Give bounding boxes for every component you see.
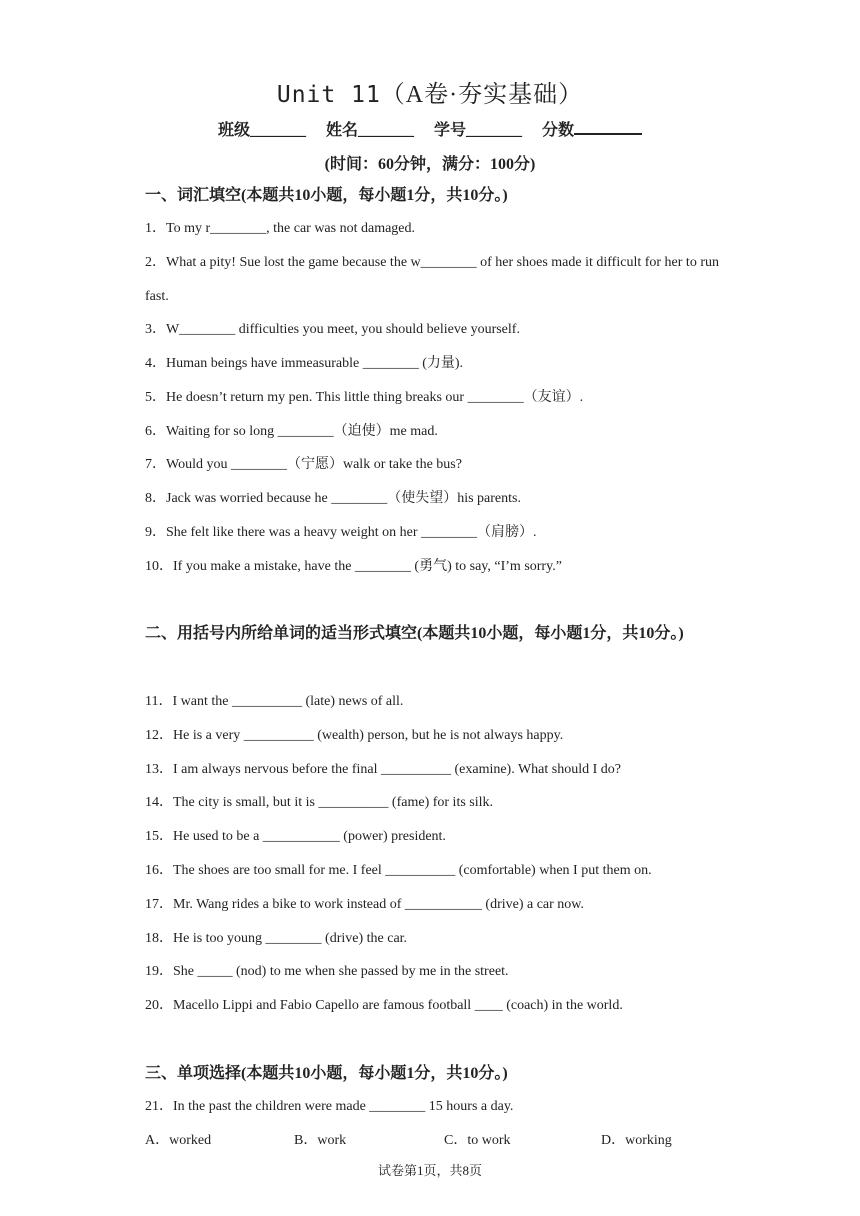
question-12: 12．He is a very __________ (wealth) person, but he is not always happy.	[145, 728, 564, 743]
choice-a: A．worked	[145, 1133, 212, 1148]
question-3: 3．W________ difficulties you meet, you should believe yourself.	[145, 322, 520, 337]
time-note: (时间：60分钟，满分：100分)	[324, 156, 536, 173]
class-field: 班级_______	[217, 122, 306, 139]
section2-heading: 二、用括号内所给单词的适当形式填空(本题共10小题，每小题1分，共10分。)	[145, 625, 684, 642]
student-number-field: 学号_______	[434, 122, 523, 139]
section3-heading: 三、单项选择(本题共10小题，每小题1分，共10分。)	[145, 1065, 508, 1082]
section1-heading: 一、词汇填空(本题共10小题，每小题1分，共10分。)	[145, 187, 508, 204]
question-16: 16．The shoes are too small for me. I feel __________ (comfortable) when I put them on.	[145, 863, 652, 878]
question-11: 11．I want the __________ (late) news of all.	[145, 694, 404, 709]
question-4: 4．Human beings have immeasurable ________ (力量).	[145, 356, 464, 371]
question-7: 7．Would you ________（宁愿）walk or take the bus?	[145, 457, 462, 472]
question-6: 6．Waiting for so long ________（迫使）me mad.	[145, 424, 438, 439]
question-2: 2．What a pity! Sue lost the game because the w________ of her shoes made it difficult for her to run fast.	[145, 255, 719, 304]
choice-d: D．working	[601, 1133, 672, 1148]
question-1: 1．To my r________, the car was not damaged.	[145, 221, 416, 236]
choice-b: B．work	[294, 1133, 347, 1148]
name-field: 姓名_______	[325, 122, 414, 139]
student-info-line	[0, 117, 860, 140]
question-8: 8．Jack was worried because he ________（使失望）his parents.	[145, 491, 521, 506]
question-9: 9．She felt like there was a heavy weight on her ________（肩膀）.	[145, 525, 537, 540]
question-10: 10．If you make a mistake, have the ________ (勇气) to say, “I’m sorry.”	[145, 559, 562, 574]
page-footer: 试卷第1页，共8页	[377, 1163, 482, 1178]
question-17: 17．Mr. Wang rides a bike to work instead of ___________ (drive) a car now.	[145, 897, 584, 912]
question-21: 21．In the past the children were made ________ 15 hours a day.	[145, 1099, 514, 1114]
question-13: 13．I am always nervous before the final __________ (examine). What should I do?	[145, 762, 621, 777]
question-18: 18．He is too young ________ (drive) the car.	[145, 931, 408, 946]
title-unit: Unit 11	[276, 82, 381, 108]
choice-c: C．to work	[444, 1133, 511, 1148]
title-subtitle: （A卷·夯实基础）	[380, 82, 584, 108]
score-field	[542, 117, 642, 140]
question-19: 19．She _____ (nod) to me when she passed by me in the street.	[145, 964, 509, 979]
question-15: 15．He used to be a ___________ (power) president.	[145, 829, 446, 844]
question-20: 20．Macello Lippi and Fabio Capello are famous football ____ (coach) in the world.	[145, 998, 623, 1013]
question-14: 14．The city is small, but it is __________ (fame) for its silk.	[145, 795, 494, 810]
score-blank	[574, 119, 642, 135]
score-label: 分数	[542, 122, 575, 139]
page-title	[0, 74, 860, 109]
question-5: 5．He doesn’t return my pen. This little thing breaks our ________（友谊）.	[145, 390, 584, 405]
